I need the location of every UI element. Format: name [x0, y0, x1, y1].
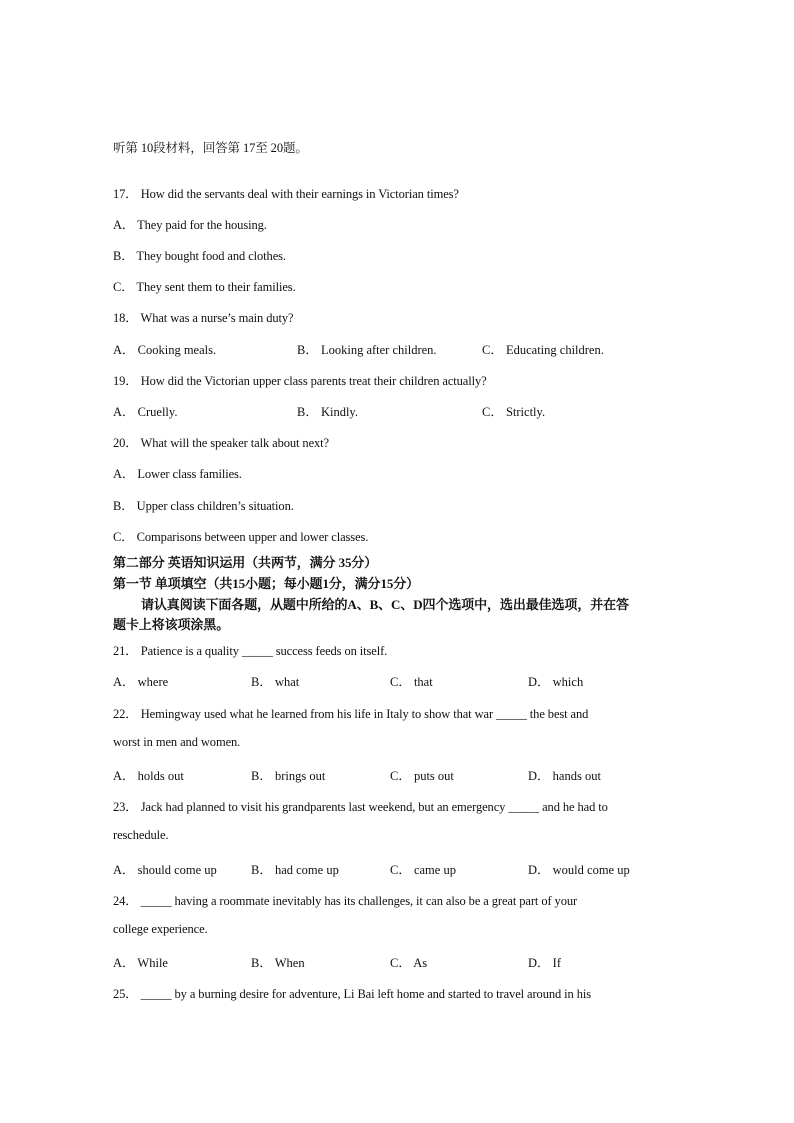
question-18-option-a: A． Cooking meals.: [113, 343, 217, 357]
question-24-option-b: B． When: [251, 956, 305, 970]
question-17-option-c: C． They sent them to their families.: [113, 280, 296, 294]
question-20-option-b: B． Upper class children’s situation.: [113, 499, 294, 513]
question-21-option-d: D． which: [528, 675, 584, 689]
question-22-option-a: A． holds out: [113, 769, 184, 783]
question-24-option-a: A． While: [113, 956, 168, 970]
section-one-title: 第一节 单项填空（共15小题；每小题1分，满分15分）: [113, 576, 420, 591]
question-18-stem: 18． What was a nurse’s main duty?: [113, 311, 294, 325]
section-one-instruction-line2: 题卡上将该项涂黑。: [113, 617, 230, 632]
question-17-option-a: A． They paid for the housing.: [113, 218, 267, 232]
question-22-option-c: C． puts out: [390, 769, 454, 783]
question-23-option-a: A． should come up: [113, 863, 217, 877]
listening-intro: 听第 10段材料，回答第 17至 20题。: [113, 141, 308, 155]
question-19-option-a: A． Cruelly.: [113, 405, 178, 419]
question-20-option-c: C． Comparisons between upper and lower classes.: [113, 530, 369, 544]
question-23-option-c: C． came up: [390, 863, 456, 877]
question-21-option-b: B． what: [251, 675, 300, 689]
question-18-option-b: B． Looking after children.: [297, 343, 437, 357]
question-25-stem-line1: 25． _____ by a burning desire for adventure, Li Bai left home and started to travel around in his: [113, 987, 592, 1001]
section-one-instruction-line1: 请认真阅读下面各题，从题中所给的A、B、C、D四个选项中，选出最佳选项，并在答: [141, 597, 629, 612]
question-24-stem-line2: college experience.: [113, 922, 208, 936]
question-20-option-a: A． Lower class families.: [113, 467, 242, 481]
question-24-option-c: C． As: [390, 956, 428, 970]
part-two-title: 第二部分 英语知识运用（共两节，满分 35分）: [113, 555, 378, 570]
question-19-option-b: B． Kindly.: [297, 405, 358, 419]
question-22-option-d: D． hands out: [528, 769, 601, 783]
question-23-stem-line2: reschedule.: [113, 828, 169, 842]
question-24-stem-line1: 24． _____ having a roommate inevitably has its challenges, it can also be a great part of your: [113, 894, 578, 908]
question-18-option-c: C． Educating children.: [482, 343, 604, 357]
question-21-option-c: C． that: [390, 675, 433, 689]
question-19-stem: 19． How did the Victorian upper class parents treat their children actually?: [113, 374, 487, 388]
question-19-option-c: C． Strictly.: [482, 405, 546, 419]
question-23-option-d: D． would come up: [528, 863, 630, 877]
question-17-option-b: B． They bought food and clothes.: [113, 249, 286, 263]
question-23-option-b: B． had come up: [251, 863, 339, 877]
question-17-stem: 17． How did the servants deal with their earnings in Victorian times?: [113, 187, 459, 201]
question-20-stem: 20． What will the speaker talk about next?: [113, 436, 329, 450]
question-22-stem-line2: worst in men and women.: [113, 735, 241, 749]
question-21-option-a: A． where: [113, 675, 169, 689]
question-21-stem: 21． Patience is a quality _____ success feeds on itself.: [113, 644, 388, 658]
question-23-stem-line1: 23． Jack had planned to visit his grandparents last weekend, but an emergency _____ and he had to: [113, 800, 608, 814]
question-24-option-d: D． If: [528, 956, 561, 970]
question-22-stem-line1: 22． Hemingway used what he learned from his life in Italy to show that war _____ the best and: [113, 707, 589, 721]
question-22-option-b: B． brings out: [251, 769, 326, 783]
